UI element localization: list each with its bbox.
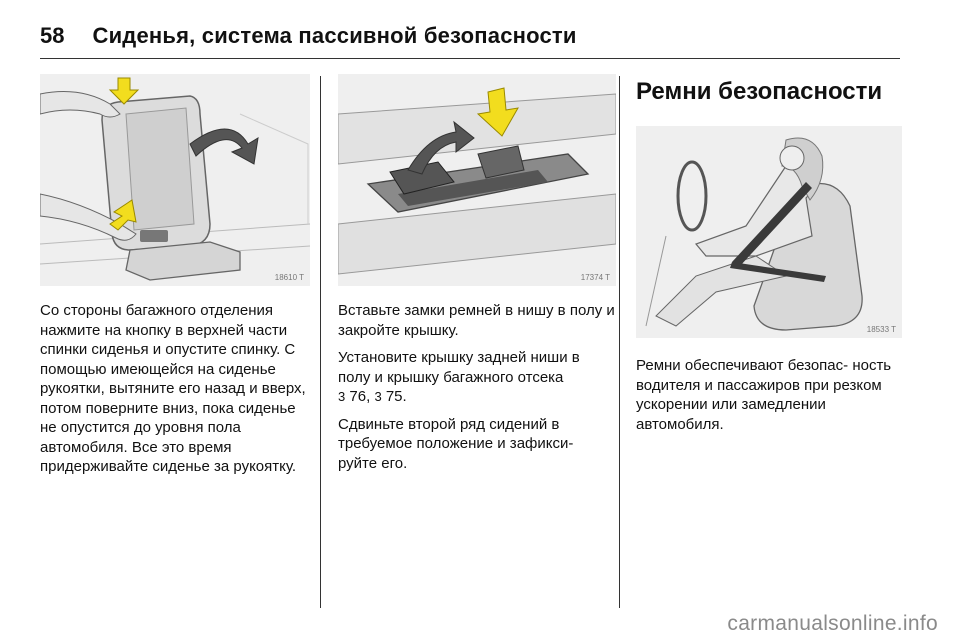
header-rule: [40, 58, 900, 59]
figure-code: 18610 T: [274, 273, 304, 282]
paragraph: [338, 348, 616, 407]
paragraph: Сдвиньте второй ряд сидений в требуемое положение и зафикси- руйте его.: [338, 415, 574, 472]
page-number: 58: [40, 23, 65, 48]
floor-niche-illustration: [338, 74, 616, 286]
instruction-text: Со стороны багажного отделения нажмите на кнопку в верхней части спинки сиденья и опустите спинку. С помощью имеющейся на сиденье рукоятки, вытяните его назад и вверх, потом поверните вниз, пока сиденье не опустится до уровня пола автомобиля. Все это время придерживайте сиденье за рукоятку.: [40, 302, 306, 475]
figure-code: 17374 T: [580, 273, 610, 282]
instruction-text: [338, 301, 616, 473]
column-seat-belts: [636, 74, 902, 434]
figure-code: 18533 T: [866, 325, 896, 334]
page-header: [40, 16, 900, 56]
description-text: Ремни обеспечивают безопас- ность водителя и пассажиров при резком ускорении или замедлении автомобиля.: [636, 357, 892, 433]
driver-belt-illustration: [636, 126, 902, 338]
paragraph-text: Установите крышку задней ниши в полу и крышку багажного отсека: [338, 349, 580, 386]
column-divider-2: [619, 76, 620, 608]
column-belt-stowing: [338, 74, 616, 481]
section-title: Ремни безопасности: [636, 78, 883, 105]
page-ref[interactable]: 76,: [349, 388, 371, 405]
watermark: carmanualsonline.info: [727, 612, 938, 635]
page-title: Сиденья, система пассивной безопасности: [92, 23, 577, 48]
column-divider-1: [320, 76, 321, 608]
figure-seat-folding: [40, 74, 310, 286]
paragraph: Вставьте замки ремней в нишу в полу и закройте крышку.: [338, 302, 615, 339]
figure-driver-belt: [636, 126, 902, 338]
page-ref-icon: 3: [374, 389, 382, 404]
figure-floor-niche: [338, 74, 616, 286]
page-ref-icon: 3: [338, 389, 346, 404]
page-ref[interactable]: 75.: [385, 388, 407, 405]
seat-folding-illustration: [40, 74, 310, 286]
column-seat-folding: [40, 74, 310, 477]
